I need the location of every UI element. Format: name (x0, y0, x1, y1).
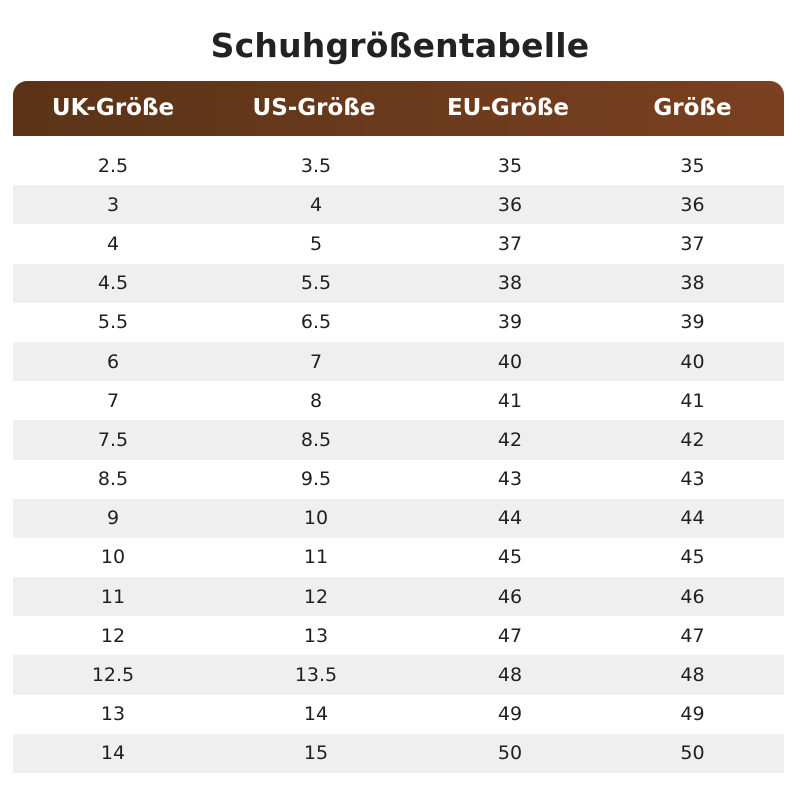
cell-uk-size: 12 (100, 624, 126, 647)
cell-uk-size: 6 (106, 350, 120, 373)
cell-uk-size: 3 (106, 193, 120, 216)
cell-us-size: 8 (309, 389, 323, 412)
cell-eu-size: 36 (497, 193, 523, 216)
cell-size: 44 (680, 507, 705, 530)
cell-uk-size: 7 (106, 389, 120, 412)
cell-uk-size: 8.5 (97, 468, 129, 491)
header-uk-size: UK-Größe (51, 95, 175, 121)
table-row (13, 224, 784, 263)
table-row (13, 577, 784, 616)
table-row (13, 264, 784, 303)
cell-eu-size: 40 (497, 350, 523, 373)
cell-size: 43 (680, 468, 705, 491)
cell-size: 49 (680, 703, 705, 726)
cell-us-size: 15 (303, 742, 329, 765)
cell-us-size: 4 (309, 193, 323, 216)
cell-eu-size: 47 (497, 624, 523, 647)
cell-eu-size: 50 (497, 742, 523, 765)
table-body (13, 146, 784, 773)
cell-eu-size: 38 (497, 272, 523, 295)
cell-size: 37 (680, 232, 705, 255)
cell-us-size: 5 (309, 232, 323, 255)
table-row (13, 695, 784, 734)
cell-eu-size: 43 (497, 468, 523, 491)
cell-size: 39 (680, 311, 705, 334)
cell-eu-size: 46 (497, 585, 523, 608)
cell-eu-size: 37 (497, 232, 523, 255)
cell-size: 40 (680, 350, 705, 373)
cell-us-size: 6.5 (300, 311, 332, 334)
table-row (13, 460, 784, 499)
cell-size: 47 (680, 624, 705, 647)
cell-us-size: 13 (303, 624, 329, 647)
table-row (13, 734, 784, 773)
table-row (13, 146, 784, 185)
cell-size: 48 (680, 664, 705, 687)
cell-us-size: 13.5 (294, 664, 338, 687)
cell-eu-size: 41 (497, 389, 523, 412)
cell-us-size: 14 (303, 703, 329, 726)
cell-size: 42 (680, 428, 705, 451)
cell-size: 50 (680, 742, 705, 765)
cell-uk-size: 12.5 (91, 664, 135, 687)
cell-size: 46 (680, 585, 705, 608)
table-row (13, 185, 784, 224)
cell-uk-size: 14 (100, 742, 126, 765)
table-row (13, 420, 784, 459)
cell-eu-size: 45 (497, 546, 523, 569)
cell-eu-size: 39 (497, 311, 523, 334)
cell-eu-size: 49 (497, 703, 523, 726)
cell-size: 35 (680, 154, 705, 177)
cell-us-size: 10 (303, 507, 329, 530)
header-eu-size: EU-Größe (446, 95, 570, 121)
header-size: Größe (653, 95, 732, 121)
cell-uk-size: 11 (100, 585, 126, 608)
table-row (13, 655, 784, 694)
cell-us-size: 3.5 (300, 154, 332, 177)
cell-us-size: 9.5 (300, 468, 332, 491)
cell-us-size: 7 (309, 350, 323, 373)
table-header (13, 81, 784, 136)
cell-uk-size: 7.5 (97, 428, 129, 451)
cell-size: 45 (680, 546, 705, 569)
table-row (13, 499, 784, 538)
cell-eu-size: 44 (497, 507, 523, 530)
table-row (13, 538, 784, 577)
cell-size: 36 (680, 193, 705, 216)
cell-eu-size: 48 (497, 664, 523, 687)
cell-us-size: 11 (303, 546, 329, 569)
cell-uk-size: 2.5 (97, 154, 129, 177)
cell-uk-size: 9 (106, 507, 120, 530)
cell-size: 41 (680, 389, 705, 412)
page-title: Schuhgrößentabelle (210, 26, 590, 65)
table-row (13, 342, 784, 381)
cell-us-size: 5.5 (300, 272, 332, 295)
cell-eu-size: 35 (497, 154, 523, 177)
header-us-size: US-Größe (252, 95, 376, 121)
cell-uk-size: 5.5 (97, 311, 129, 334)
table-row (13, 616, 784, 655)
cell-uk-size: 13 (100, 703, 126, 726)
cell-uk-size: 4 (106, 232, 120, 255)
cell-size: 38 (680, 272, 705, 295)
cell-eu-size: 42 (497, 428, 523, 451)
cell-uk-size: 4.5 (97, 272, 129, 295)
table-row (13, 303, 784, 342)
table-row (13, 381, 784, 420)
cell-uk-size: 10 (100, 546, 126, 569)
cell-us-size: 12 (303, 585, 329, 608)
cell-us-size: 8.5 (300, 428, 332, 451)
